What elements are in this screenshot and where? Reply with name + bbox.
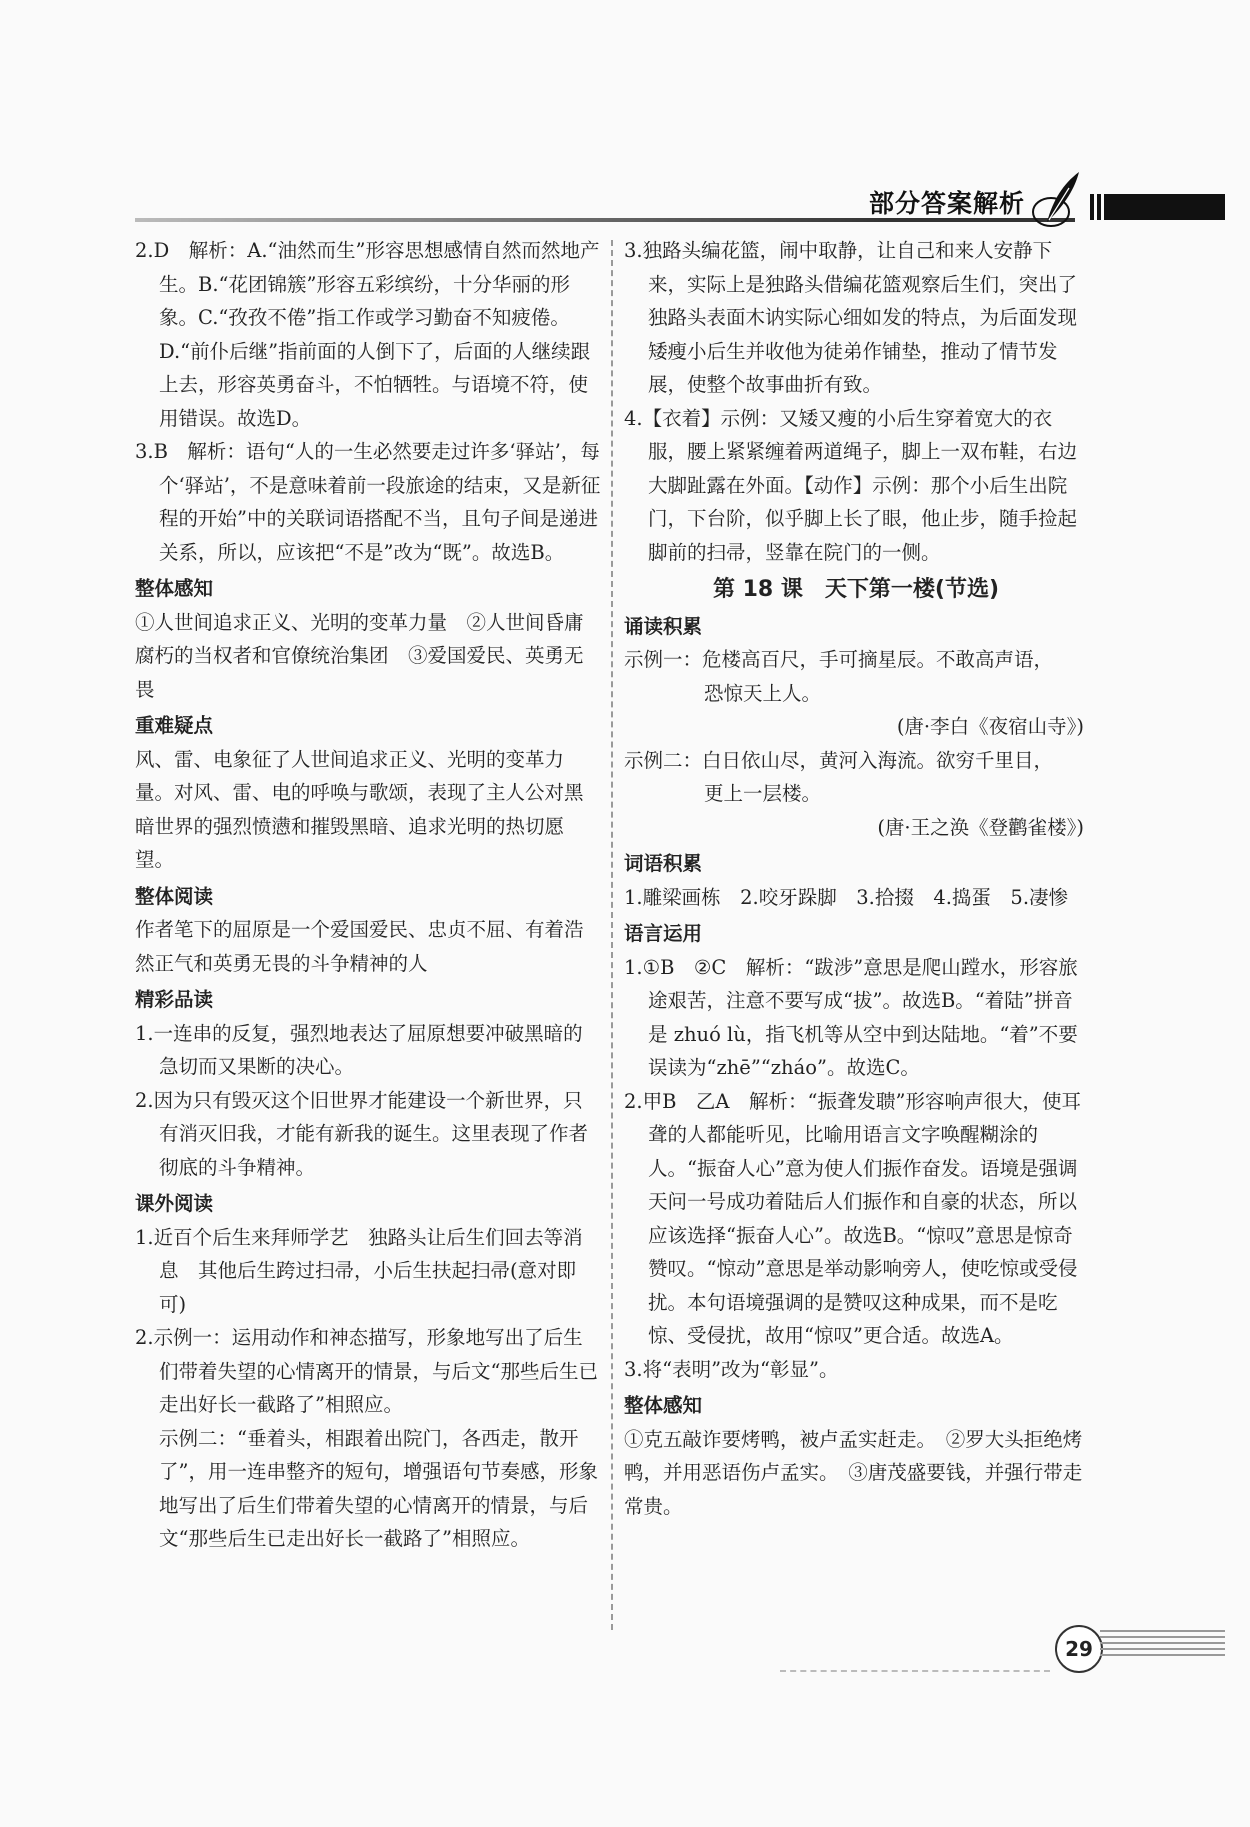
answer-paragraph: 1.一连串的反复，强烈地表达了屈原想要冲破黑暗的急切而又果断的决心。 [135,1021,583,1078]
section-heading: 整体感知 [135,577,214,600]
answer-paragraph: 1.雕梁画栋 2.咬牙跺脚 3.拾掇 4.捣蛋 5.凄惨 [624,885,1069,909]
answer-paragraph: 2.示例一：运用动作和神态描写，形象地写出了后生们带着失望的心情离开的情景，与后文“那些后生已走出好长一截路了”相照应。 [135,1326,598,1416]
section-heading: 词语积累 [624,852,703,875]
answer-paragraph: 示例一：危楼高百尺，手可摘星辰。不敢高声语， [624,648,1054,671]
answer-paragraph: 作者笔下的屈原是一个爱国爱民、忠贞不屈、有着浩然正气和英勇无畏的斗争精神的人 [135,918,584,975]
header-title: 部分答案解析 [868,189,1025,218]
answer-paragraph: 3.B 解析：语句“人的一生必然要走过许多‘驿站’，每个‘驿站’，不是意味着前一段旅途的结束，又是新征程的开始”中的关联词语搭配不当，且句子间是递进关系，所以，应该把“不是”改为“既”。故选B。 [135,440,601,564]
answer-paragraph: (唐·王之涣《登鹳雀楼》) [877,815,1084,839]
answer-paragraph: 1.近百个后生来拜师学艺 独路头让后生们回去等消息 其他后生跨过扫帚，小后生扶起扫帚(意对即可) [135,1225,583,1316]
feather-pen-icon [1027,170,1087,230]
section-heading: 课外阅读 [135,1192,214,1215]
left-column [135,234,601,1556]
answer-paragraph: 3.独路头编花篮，闹中取静，让自己和来人安静下来，实际上是独路头借编花篮观察后生们，突出了独路头表面木讷实际心细如发的特点，为后面发现矮瘦小后生并收他为徒弟作铺垫，推动了情节发展，使整个故事曲折有致。 [624,239,1078,396]
section-heading: 整体感知 [624,1394,703,1417]
section-heading: 整体阅读 [135,884,214,908]
section-heading: 精彩品读 [135,988,214,1011]
lesson-title: 第 18 课 天下第一楼(节选) [712,577,1000,602]
answer-paragraph: 2.D 解析：A.“油然而生”形容思想感情自然而然地产生。B.“花团锦簇”形容五彩缤纷，十分华丽的形象。C.“孜孜不倦”指工作或学习勤奋不知疲倦。D.“前仆后继”指前面的人倒下了，后面的人继续跟上去，形容英勇奋斗，不怕牺牲。与语境不符，使用错误。故选D。 [135,239,600,430]
footer-lines [1100,1630,1225,1660]
footer-dash [780,1670,1050,1672]
answer-paragraph: 示例二：白日依山尽，黄河入海流。欲穷千里目， [624,748,1054,772]
column-divider [611,240,613,1630]
page-header [135,170,1225,230]
answer-paragraph: 2.因为只有毁灭这个旧世界才能建设一个新世界，只有消灭旧我，才能有新我的诞生。这里表现了作者彻底的斗争精神。 [135,1088,589,1179]
answer-paragraph: ①人世间追求正义、光明的变革力量 ②人世间昏庸腐朽的当权者和官僚统治集团 ③爱国爱民、英勇无畏 [135,610,584,701]
answer-paragraph: 2.甲B 乙A 解析：“振聋发聩”形容响声很大，使耳聋的人都能听见，比喻用语言文字唤醒糊涂的人。“振奋人心”意为使人们振作奋发。语境是强调天问一号成功着陆后人们振作和自豪的状态，所以应该选择“振奋人心”。故选B。“惊叹”意思是惊奇赞叹。“惊动”意思是举动影响旁人，使吃惊或受侵扰。本句语境强调的是赞叹这种成果，而不是吃惊、受侵扰，故用“惊叹”更合适。故选A。 [624,1089,1081,1347]
section-heading: 诵读积累 [624,614,703,638]
answer-paragraph: ①克五敲诈要烤鸭，被卢孟实赶走。 ②罗大头拒绝烤鸭，并用恶语伤卢孟实。 ③唐茂盛要钱，并强行带走常贵。 [624,1427,1083,1518]
answer-paragraph: 风、雷、电象征了人世间追求正义、光明的变革力量。对风、雷、电的呼唤与歌颂，表现了主人公对黑暗世界的强烈愤懑和摧毁黑暗、追求光明的热切愿望。 [135,747,584,871]
page-number: 29 [1055,1625,1103,1673]
right-column [624,234,1088,1523]
section-heading: 重难疑点 [135,714,214,737]
answer-paragraph: 4.【衣着】示例：又矮又瘦的小后生穿着宽大的衣服，腰上紧紧缠着两道绳子，脚上一双布鞋，右边大脚趾露在外面。【动作】示例：那个小后生出院门，下台阶，似乎脚上长了眼，他止步，随手捡起脚前的扫帚，竖靠在院门的一侧。 [624,406,1078,564]
answer-paragraph: 恐惊天上人。 [704,681,822,705]
answer-paragraph: 1.①B ②C 解析：“跋涉”意思是爬山蹚水，形容旅途艰苦，注意不要写成“拔”。故选B。“着陆”拼音是 zhuó lù，指飞机等从空中到达陆地。“着”不要误读为“zhē”“zháo”。故选C。 [624,955,1078,1079]
header-bar [1105,194,1225,220]
answer-paragraph: 示例二：“垂着头，相跟着出院门，各西走，散开了”，用一连串整齐的短句，增强语句节奏感，形象地写出了后生们带着失望的心情离开的情景，与后文“那些后生已走出好长一截路了”相照应。 [159,1426,598,1550]
answer-paragraph: (唐·李白《夜宿山寺》) [896,715,1084,738]
answer-paragraph: 更上一层楼。 [704,782,822,805]
answer-paragraph: 3.将“表明”改为“彰显”。 [624,1357,839,1381]
section-heading: 语言运用 [624,922,703,945]
